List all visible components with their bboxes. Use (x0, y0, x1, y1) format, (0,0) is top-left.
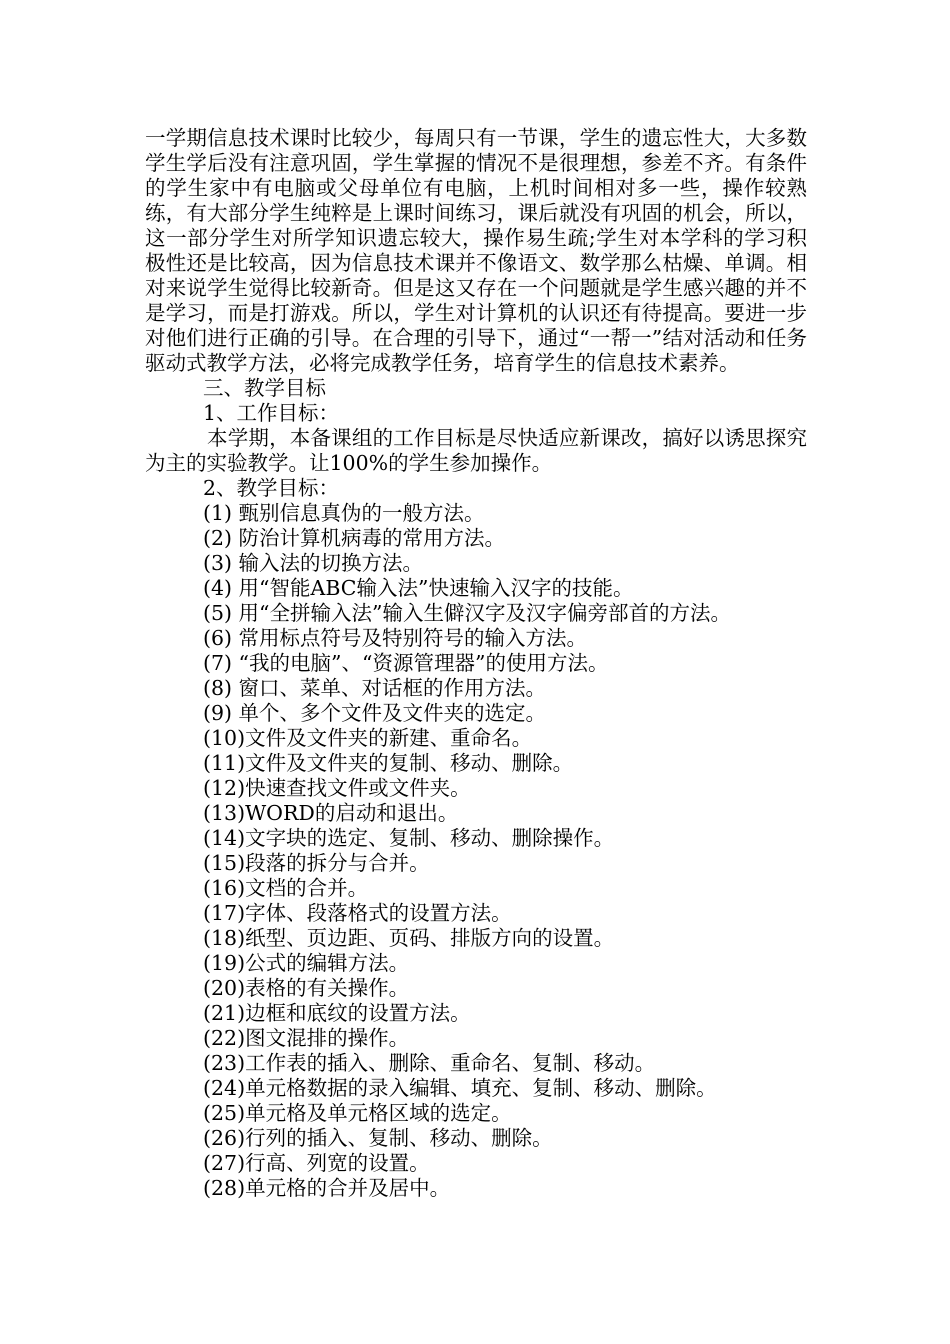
list-item: (2) 防治计算机病毒的常用方法。 (203, 526, 506, 550)
list-item: (13)WORD的启动和退出。 (203, 801, 459, 825)
list-item: (18)纸型、页边距、页码、排版方向的设置。 (203, 926, 615, 950)
list-item: (28)单元格的合并及居中。 (203, 1176, 451, 1200)
list-item: (12)快速查找文件或文件夹。 (203, 776, 471, 800)
intro-paragraph: 一学期信息技术课时比较少，每周只有一节课，学生的遗忘性大，大多数学生学后没有注意巩固，学生掌握的情况不是很理想，参差不齐。有条件的学生家中有电脑或父母单位有电脑，上机时间相对多一些，操作较熟练，有大部分学生纯粹是上课时间练习，课后就没有巩固的机会，所以，这一部分学生对所学知识遗忘较大，操作易生疏;学生对本学科的学习积极性还是比较高，因为信息技术课并不像语文、数学那么枯燥、单调。相对来说学生觉得比较新奇。但是这又存在一个问题就是学生感兴趣的并不是学习，而是打游戏。所以，学生对计算机的认识还有待提高。要进一步对他们进行正确的引导。在合理的引导下，通过“一帮一”结对活动和任务驱动式教学方法，必将完成教学任务，培育学生的信息技术素养。 (145, 126, 807, 375)
list-item: (15)段落的拆分与合并。 (203, 851, 430, 875)
list-item: (17)字体、段落格式的设置方法。 (203, 901, 512, 925)
list-item: (9) 单个、多个文件及文件夹的选定。 (203, 701, 547, 725)
teaching-goal-list (145, 501, 807, 1201)
list-item: (16)文档的合并。 (203, 876, 369, 900)
list-item: (10)文件及文件夹的新建、重命名。 (203, 726, 533, 750)
list-item: (27)行高、列宽的设置。 (203, 1151, 430, 1175)
list-item: (7) “我的电脑”、“资源管理器”的使用方法。 (203, 651, 609, 675)
list-item: (23)工作表的插入、删除、重命名、复制、移动。 (203, 1051, 656, 1075)
teaching-goal-heading: 2、教学目标： (203, 476, 340, 500)
list-item: (25)单元格及单元格区域的选定。 (203, 1101, 512, 1125)
list-item: (24)单元格数据的录入编辑、填充、复制、移动、删除。 (203, 1076, 717, 1100)
document-body (145, 126, 807, 1201)
section-heading: 三、教学目标 (203, 376, 326, 400)
list-item: (11)文件及文件夹的复制、移动、删除。 (203, 751, 574, 775)
list-item: (22)图文混排的操作。 (203, 1026, 410, 1050)
list-item: (20)表格的有关操作。 (203, 976, 410, 1000)
list-item: (21)边框和底纹的设置方法。 (203, 1001, 471, 1025)
work-goal-heading: 1、工作目标： (203, 401, 340, 425)
work-goal-paragraph: 本学期，本备课组的工作目标是尽快适应新课改，搞好以诱思探究为主的实验教学。让100%的学生参加操作。 (145, 426, 807, 475)
list-item: (14)文字块的选定、复制、移动、删除操作。 (203, 826, 615, 850)
list-item: (4) 用“智能ABC输入法”快速输入汉字的技能。 (203, 576, 634, 600)
list-item: (19)公式的编辑方法。 (203, 951, 410, 975)
list-item: (6) 常用标点符号及特别符号的输入方法。 (203, 626, 588, 650)
list-item: (1) 甄别信息真伪的一般方法。 (203, 501, 485, 525)
list-item: (5) 用“全拼输入法”输入生僻汉字及汉字偏旁部首的方法。 (203, 601, 732, 625)
list-item: (3) 输入法的切换方法。 (203, 551, 424, 575)
list-item: (26)行列的插入、复制、移动、删除。 (203, 1126, 553, 1150)
list-item: (8) 窗口、菜单、对话框的作用方法。 (203, 676, 547, 700)
